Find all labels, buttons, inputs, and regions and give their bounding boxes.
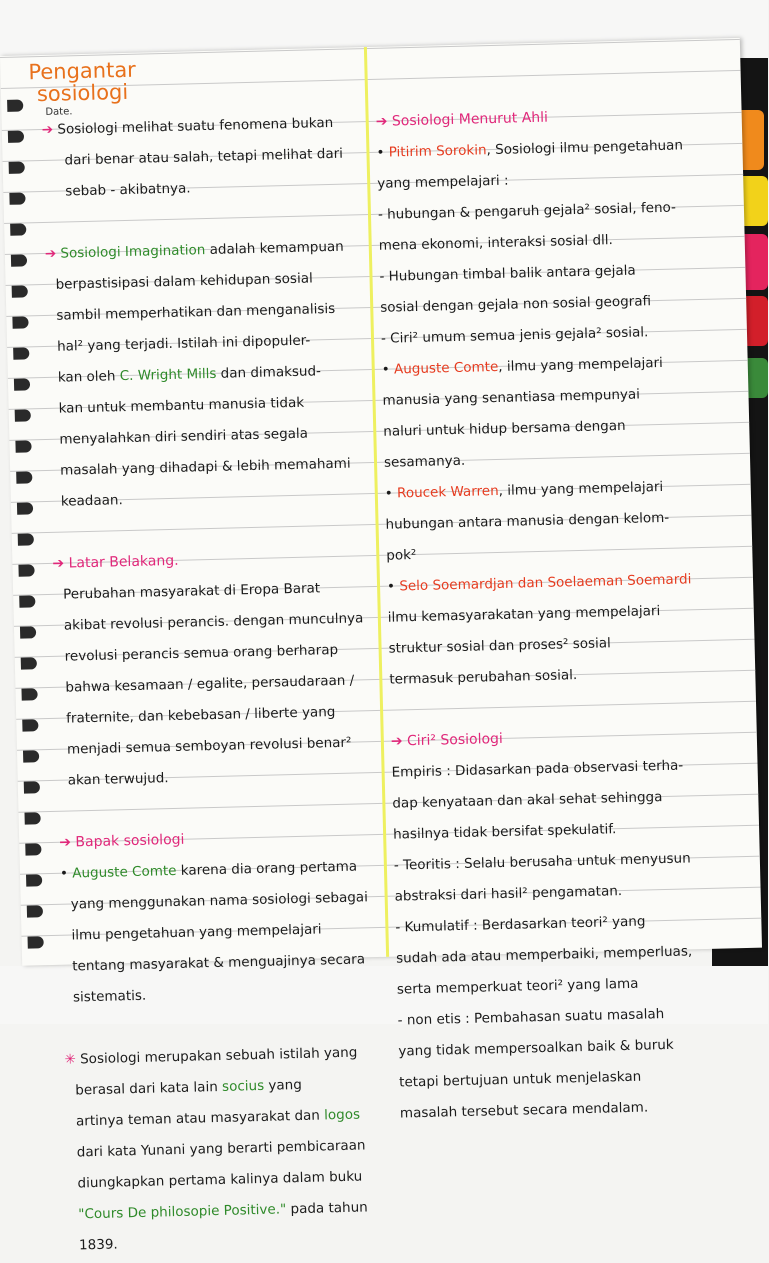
text-span: masalah yang dihadapi & lebih memahami (59, 455, 351, 479)
text-span: revolusi perancis semua orang berharap (64, 641, 339, 665)
text-span: akibat revolusi perancis. dengan munculnya (63, 610, 364, 634)
text-span: , ilmu yang mempelajari (498, 478, 664, 499)
spiral-ring (15, 440, 31, 452)
text-span: 1839. (78, 1236, 118, 1254)
text-span: hal² yang terjadi. Istilah ini dipopuler- (56, 332, 311, 355)
text-span: dari kata Yunani yang berarti pembicaraan (76, 1137, 366, 1161)
text-span: naluri untuk hidup bersama dengan (383, 417, 626, 440)
arrow-bullet-icon: ➔ (375, 113, 393, 130)
left-column (41, 107, 378, 1261)
date-label: Date. (45, 106, 73, 118)
text-span: sudah ada atau memperbaiki, memperluas, (395, 943, 693, 967)
text-span: manusia yang senantiasa mempunyai (382, 386, 641, 409)
text-span: hubungan antara manusia dengan kelom- (385, 509, 670, 533)
text-span: kan oleh (57, 368, 116, 386)
title-line: Pengantar (28, 57, 137, 85)
spiral-ring (22, 719, 38, 731)
text-span: tetapi bertujuan untuk menjelaskan (399, 1068, 642, 1091)
spiral-ring (18, 564, 34, 576)
highlight-term: Selo Soemardjan dan Soelaeman Soemardi (399, 571, 692, 595)
notebook-page (0, 38, 762, 1254)
spiral-ring (9, 161, 25, 173)
spiral-ring (21, 688, 37, 700)
text-span: abstraksi dari hasil² pengamatan. (394, 883, 623, 905)
text-span: berasal dari kata lain (75, 1078, 218, 1099)
text-span: - hubungan & pengaruh gejala² sosial, feno- (377, 199, 677, 223)
highlight-term: Sosiologi Imagination (60, 242, 206, 262)
heading-text: Sosiologi Menurut Ahli (391, 109, 549, 130)
spiral-ring (17, 502, 33, 514)
spiral-ring (27, 905, 43, 917)
bullet-icon: • (381, 361, 395, 378)
text-span: Perubahan masyarakat di Eropa Barat (62, 580, 321, 603)
text-span: menjadi semua semboyan revolusi benar² (66, 734, 352, 758)
text-span: hasilnya tidak bersifat spekulatif. (392, 821, 617, 843)
text-span: mena ekonomi, interaksi sosial dll. (378, 232, 614, 254)
right-column (375, 99, 706, 1129)
text-span: - non etis : Pembahasan suatu masalah (397, 1006, 665, 1029)
text-span: Sosiologi merupakan sebuah istilah yang (79, 1044, 358, 1068)
text-span: ilmu kemasyarakatan yang mempelajari (387, 603, 661, 626)
bullet-icon: • (59, 865, 73, 882)
spiral-ring (28, 936, 44, 948)
text-span: pok² (386, 546, 417, 564)
page-title (28, 59, 136, 106)
text-span: ilmu pengetahuan yang mempelajari (71, 921, 322, 944)
text-span: fraternite, dan kebebasan / liberte yang (66, 704, 336, 727)
spiral-ring (23, 750, 39, 762)
text-span: dari benar atau salah, tetapi melihat dari (64, 145, 344, 169)
text-span: yang tidak mempersoalkan baik & buruk (398, 1036, 674, 1060)
text-span: - Hubungan timbal balik antara gejala (379, 262, 636, 285)
spiral-ring (14, 378, 30, 390)
text-span: bahwa kesamaan / egalite, persaudaraan / (65, 672, 355, 696)
text-line (400, 1091, 707, 1129)
text-span: sesamanya. (383, 452, 466, 471)
text-span: kan untuk membantu manusia tidak (58, 394, 305, 417)
text-span: termasuk perubahan sosial. (389, 667, 578, 688)
text-span: sambil memperhatikan dan menganalisis (56, 300, 336, 324)
spiral-ring (11, 254, 27, 266)
highlight-term: Auguste Comte (72, 862, 177, 882)
text-span: Empiris : Didasarkan pada observasi terha- (391, 757, 684, 781)
text-span: adalah kemampuan (209, 238, 344, 258)
text-span: - Kumulatif : Berdasarkan teori² yang (395, 913, 646, 936)
arrow-bullet-icon: ➔ (59, 834, 76, 851)
text-span: pada tahun (290, 1199, 368, 1218)
text-span: dap kenyataan dan akal sehat sehingga (392, 789, 663, 812)
text-span: berpastisipasi dalam kehidupan sosial (55, 270, 313, 293)
text-span: keadaan. (60, 492, 123, 510)
spiral-ring (9, 192, 25, 204)
spiral-ring (12, 316, 28, 328)
text-span: Sosiologi melihat suatu fenomena bukan (57, 114, 334, 138)
spiral-ring (13, 347, 29, 359)
highlight-term: Pitirim Sorokin (388, 142, 487, 161)
spiral-ring (25, 843, 41, 855)
text-span: menyalahkan diri sendiri atas segala (59, 425, 309, 448)
heading-text: Ciri² Sosiologi (406, 730, 504, 750)
heading-text: Bapak sosiologi (75, 831, 185, 851)
text-span: struktur sosial dan proses² sosial (388, 635, 612, 657)
text-span: dan dimaksud- (220, 363, 322, 382)
title-line: sosiologi (36, 79, 129, 107)
asterisk-icon: ✳ (64, 1051, 81, 1068)
spiral-ring (19, 595, 35, 607)
text-span: sebab - akibatnya. (65, 180, 191, 200)
text-span: , Sosiologi ilmu pengetahuan (486, 137, 684, 159)
text-span: diungkapkan pertama kalinya dalam buku (77, 1168, 363, 1192)
bullet-icon: • (384, 485, 398, 502)
highlight-term: socius (221, 1077, 265, 1095)
highlight-term: Roucek Warren (396, 482, 499, 502)
arrow-bullet-icon: ➔ (44, 245, 61, 262)
arrow-bullet-icon: ➔ (390, 733, 408, 750)
text-span: karena dia orang pertama (180, 858, 358, 879)
arrow-bullet-icon: ➔ (41, 121, 58, 138)
text-span: - Ciri² umum semua jenis gejala² sosial. (380, 324, 649, 347)
highlight-term: C. Wright Mills (119, 365, 217, 385)
text-span: yang menggunakan nama sosiologi sebagai (70, 889, 369, 913)
text-span: artinya teman atau masyarakat dan (75, 1107, 321, 1130)
highlight-term: logos (324, 1106, 361, 1124)
spiral-ring (20, 626, 36, 638)
spiral-ring (7, 99, 23, 111)
spiral-ring (24, 781, 40, 793)
spiral-ring (24, 812, 40, 824)
text-span: serta memperkuat teori² yang lama (396, 975, 639, 998)
spiral-ring (15, 409, 31, 421)
arrow-bullet-icon: ➔ (52, 555, 69, 572)
spiral-ring (18, 533, 34, 545)
text-span: sistematis. (72, 987, 147, 1006)
spiral-ring (16, 471, 32, 483)
spiral-ring (26, 874, 42, 886)
text-span: tentang masyarakat & menguajinya secara (72, 951, 366, 975)
bullet-icon: • (386, 578, 400, 595)
highlight-term: "Cours De philosopie Positive." (78, 1201, 287, 1223)
text-span: masalah tersebut secara mendalam. (399, 1099, 649, 1122)
text-line (69, 1223, 379, 1262)
text-span: , ilmu yang mempelajari (498, 354, 664, 375)
text-span: sosial dengan gejala non sosial geografi (380, 293, 652, 316)
spiral-ring (10, 223, 26, 235)
heading-text: Latar Belakang. (68, 552, 179, 572)
text-span: yang mempelajari : (377, 172, 509, 192)
spiral-ring (12, 285, 28, 297)
highlight-term: Auguste Comte (393, 358, 499, 378)
spiral-ring (21, 657, 37, 669)
text-span: akan terwujud. (67, 770, 169, 789)
text-span: yang (268, 1076, 303, 1094)
spiral-ring (8, 130, 24, 142)
bullet-icon: • (376, 144, 389, 161)
text-span: - Teoritis : Selalu berusaha untuk menyusun (393, 850, 691, 874)
